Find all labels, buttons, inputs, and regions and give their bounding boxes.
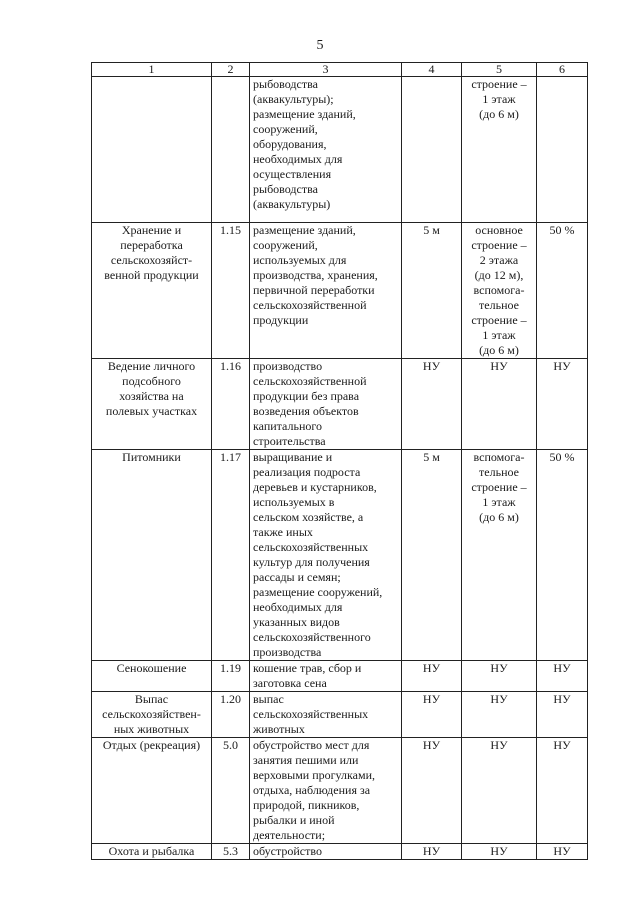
height-cell: НУ (462, 692, 537, 738)
height-cell: НУ (462, 359, 537, 450)
coverage-cell (537, 77, 588, 223)
table-row (92, 359, 588, 450)
use-name-cell: Ведение личного подсобного хозяйства на полевых участках (92, 359, 212, 450)
setback-cell: 5 м (402, 223, 462, 359)
use-description-cell: обустройство (250, 844, 402, 860)
use-name-cell: Отдых (рекреация) (92, 738, 212, 844)
column-header: 6 (537, 63, 588, 77)
coverage-cell: 50 % (537, 223, 588, 359)
use-description-cell: обустройство мест для занятия пешими или верховыми прогулками, отдыха, наблюдения за природой, пикников, рыбалки и иной деятельности; (250, 738, 402, 844)
use-code-cell: 1.17 (212, 450, 250, 661)
coverage-cell: НУ (537, 738, 588, 844)
use-code-cell: 5.0 (212, 738, 250, 844)
table-row (92, 450, 588, 661)
setback-cell: НУ (402, 692, 462, 738)
coverage-cell: НУ (537, 692, 588, 738)
table-row (92, 692, 588, 738)
height-cell: вспомога- тельное строение – 1 этаж (до 6 м) (462, 450, 537, 661)
column-header: 5 (462, 63, 537, 77)
coverage-cell: 50 % (537, 450, 588, 661)
use-name-cell: Сенокошение (92, 661, 212, 692)
setback-cell (402, 77, 462, 223)
table-row (92, 738, 588, 844)
column-header: 4 (402, 63, 462, 77)
use-code-cell: 1.20 (212, 692, 250, 738)
setback-cell: НУ (402, 661, 462, 692)
table-row (92, 844, 588, 860)
use-code-cell: 1.19 (212, 661, 250, 692)
use-name-cell: Хранение и переработка сельскохозяйст- венной продукции (92, 223, 212, 359)
use-code-cell: 1.15 (212, 223, 250, 359)
use-description-cell: выращивание и реализация подроста деревьев и кустарников, используемых в сельском хозяйстве, а также иных сельскохозяйственных культур для получения рассады и семян; размещение сооружений, необходимых для указанных видов сельскохозяйственного производства (250, 450, 402, 661)
use-description-cell: выпас сельскохозяйственных животных (250, 692, 402, 738)
column-header: 1 (92, 63, 212, 77)
use-description-cell: кошение трав, сбор и заготовка сена (250, 661, 402, 692)
column-header: 3 (250, 63, 402, 77)
use-name-cell (92, 77, 212, 223)
column-header: 2 (212, 63, 250, 77)
use-code-cell (212, 77, 250, 223)
page-number: 5 (316, 38, 324, 53)
setback-cell: НУ (402, 359, 462, 450)
use-name-cell: Выпас сельскохозяйствен- ных животных (92, 692, 212, 738)
height-cell: НУ (462, 738, 537, 844)
height-cell: строение – 1 этаж (до 6 м) (462, 77, 537, 223)
height-cell: основное строение – 2 этажа (до 12 м), вспомога- тельное строение – 1 этаж (до 6 м) (462, 223, 537, 359)
use-code-cell: 1.16 (212, 359, 250, 450)
use-description-cell: производство сельскохозяйственной продукции без права возведения объектов капитального строительства (250, 359, 402, 450)
coverage-cell: НУ (537, 844, 588, 860)
zoning-table (91, 62, 588, 860)
table-row (92, 223, 588, 359)
use-code-cell: 5.3 (212, 844, 250, 860)
height-cell: НУ (462, 661, 537, 692)
use-name-cell: Охота и рыбалка (92, 844, 212, 860)
table-row (92, 77, 588, 223)
setback-cell: НУ (402, 738, 462, 844)
use-description-cell: размещение зданий, сооружений, используемых для производства, хранения, первичной переработки сельскохозяйственной продукции (250, 223, 402, 359)
coverage-cell: НУ (537, 661, 588, 692)
table-row (92, 661, 588, 692)
setback-cell: НУ (402, 844, 462, 860)
use-name-cell: Питомники (92, 450, 212, 661)
height-cell: НУ (462, 844, 537, 860)
setback-cell: 5 м (402, 450, 462, 661)
coverage-cell: НУ (537, 359, 588, 450)
use-description-cell: рыбоводства (аквакультуры); размещение зданий, сооружений, оборудования, необходимых для осуществления рыбоводства (аквакультуры) (250, 77, 402, 223)
table-header-row (92, 63, 588, 77)
